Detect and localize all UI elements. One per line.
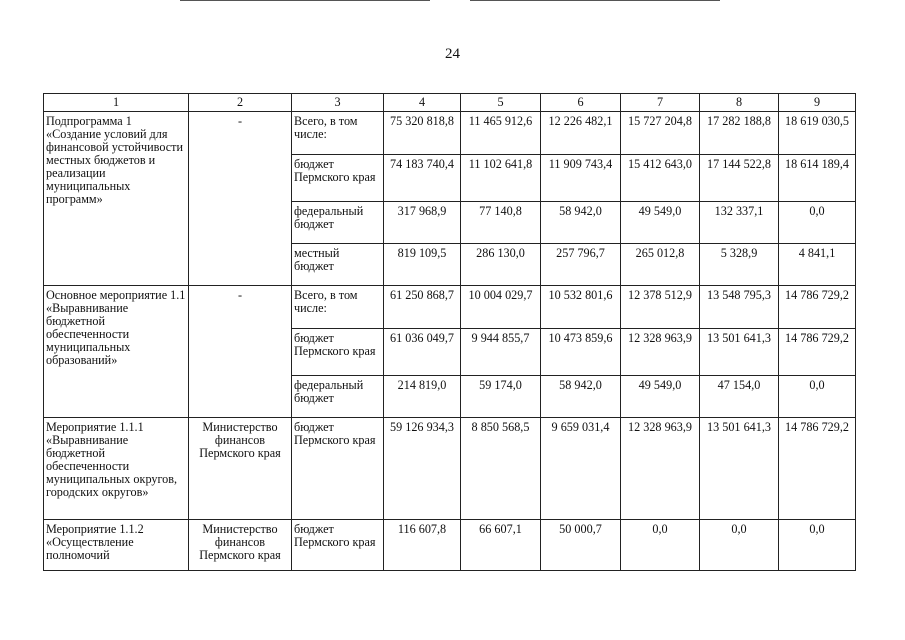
value-cell: 132 337,1 <box>700 202 779 244</box>
header-row <box>44 94 856 112</box>
value-cell: 58 942,0 <box>541 376 621 418</box>
header-cell: 9 <box>779 94 856 112</box>
value-cell: 5 328,9 <box>700 244 779 286</box>
value-cell: 14 786 729,2 <box>779 329 856 376</box>
value-cell: 10 532 801,6 <box>541 286 621 329</box>
header-cell: 5 <box>461 94 541 112</box>
page-number: 24 <box>445 46 460 62</box>
value-cell: 17 282 188,8 <box>700 112 779 155</box>
funding-source-cell: федеральный бюджет <box>292 202 384 244</box>
value-cell: 265 012,8 <box>621 244 700 286</box>
header-cell: 8 <box>700 94 779 112</box>
program-name-cell: Основное мероприятие 1.1 «Выравнивание бюджетной обеспеченности муниципальных образований» <box>44 286 189 418</box>
value-cell: 12 328 963,9 <box>621 418 700 520</box>
value-cell: 61 250 868,7 <box>384 286 461 329</box>
header-cell: 2 <box>189 94 292 112</box>
program-name-cell: Мероприятие 1.1.2 «Осуществление полномочий <box>44 520 189 571</box>
value-cell: 10 473 859,6 <box>541 329 621 376</box>
value-cell: 0,0 <box>779 520 856 571</box>
funding-source-cell: бюджет Пермского края <box>292 520 384 571</box>
funding-source-cell: Всего, в том числе: <box>292 112 384 155</box>
funding-source-cell: бюджет Пермского края <box>292 155 384 202</box>
value-cell: 8 850 568,5 <box>461 418 541 520</box>
funding-source-cell: Всего, в том числе: <box>292 286 384 329</box>
value-cell: 9 659 031,4 <box>541 418 621 520</box>
value-cell: 4 841,1 <box>779 244 856 286</box>
value-cell: 14 786 729,2 <box>779 286 856 329</box>
header-cell: 7 <box>621 94 700 112</box>
value-cell: 61 036 049,7 <box>384 329 461 376</box>
value-cell: 317 968,9 <box>384 202 461 244</box>
value-cell: 116 607,8 <box>384 520 461 571</box>
value-cell: 0,0 <box>779 202 856 244</box>
value-cell: 49 549,0 <box>621 202 700 244</box>
header-cell: 6 <box>541 94 621 112</box>
value-cell: 50 000,7 <box>541 520 621 571</box>
value-cell: 75 320 818,8 <box>384 112 461 155</box>
value-cell: 0,0 <box>779 376 856 418</box>
value-cell: 214 819,0 <box>384 376 461 418</box>
value-cell: 12 226 482,1 <box>541 112 621 155</box>
value-cell: 15 412 643,0 <box>621 155 700 202</box>
funding-source-cell: федеральный бюджет <box>292 376 384 418</box>
value-cell: 77 140,8 <box>461 202 541 244</box>
value-cell: 11 909 743,4 <box>541 155 621 202</box>
value-cell: 14 786 729,2 <box>779 418 856 520</box>
table-row <box>44 286 856 329</box>
funding-source-cell: бюджет Пермского края <box>292 329 384 376</box>
budget-table <box>43 93 856 571</box>
value-cell: 819 109,5 <box>384 244 461 286</box>
value-cell: 13 501 641,3 <box>700 329 779 376</box>
header-cell: 4 <box>384 94 461 112</box>
value-cell: 49 549,0 <box>621 376 700 418</box>
value-cell: 13 501 641,3 <box>700 418 779 520</box>
value-cell: 59 174,0 <box>461 376 541 418</box>
executor-cell: Министерство финансов Пермского края <box>189 418 292 520</box>
executor-cell: - <box>189 286 292 418</box>
scan-edge-line-left <box>180 0 430 1</box>
value-cell: 12 328 963,9 <box>621 329 700 376</box>
value-cell: 13 548 795,3 <box>700 286 779 329</box>
value-cell: 66 607,1 <box>461 520 541 571</box>
executor-cell: Министерство финансов Пермского края <box>189 520 292 571</box>
executor-cell: - <box>189 112 292 286</box>
value-cell: 12 378 512,9 <box>621 286 700 329</box>
funding-source-cell: местный бюджет <box>292 244 384 286</box>
value-cell: 11 465 912,6 <box>461 112 541 155</box>
value-cell: 59 126 934,3 <box>384 418 461 520</box>
value-cell: 17 144 522,8 <box>700 155 779 202</box>
value-cell: 0,0 <box>700 520 779 571</box>
value-cell: 10 004 029,7 <box>461 286 541 329</box>
value-cell: 9 944 855,7 <box>461 329 541 376</box>
value-cell: 18 614 189,4 <box>779 155 856 202</box>
value-cell: 286 130,0 <box>461 244 541 286</box>
value-cell: 18 619 030,5 <box>779 112 856 155</box>
value-cell: 0,0 <box>621 520 700 571</box>
funding-source-cell: бюджет Пермского края <box>292 418 384 520</box>
program-name-cell: Подпрограмма 1 «Создание условий для финансовой устойчивости местных бюджетов и реализации муниципальных программ» <box>44 112 189 286</box>
value-cell: 257 796,7 <box>541 244 621 286</box>
table-row <box>44 418 856 520</box>
program-name-cell: Мероприятие 1.1.1 «Выравнивание бюджетной обеспеченности муниципальных округов, городских округов» <box>44 418 189 520</box>
value-cell: 11 102 641,8 <box>461 155 541 202</box>
value-cell: 15 727 204,8 <box>621 112 700 155</box>
value-cell: 58 942,0 <box>541 202 621 244</box>
table-row <box>44 112 856 155</box>
table-row <box>44 520 856 571</box>
value-cell: 47 154,0 <box>700 376 779 418</box>
header-cell: 1 <box>44 94 189 112</box>
scan-edge-line-right <box>470 0 720 1</box>
header-cell: 3 <box>292 94 384 112</box>
value-cell: 74 183 740,4 <box>384 155 461 202</box>
